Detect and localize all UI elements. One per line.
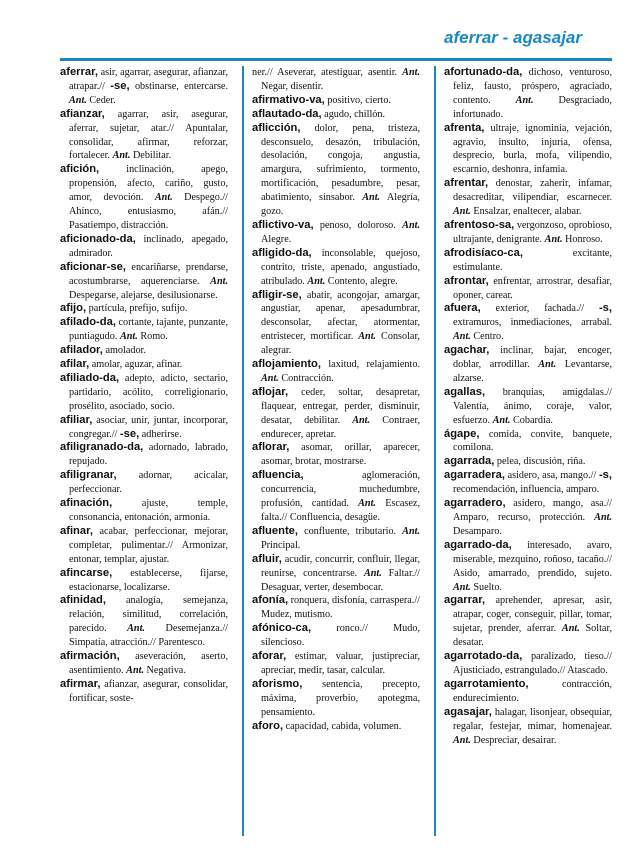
definition-text: sentencia, precepto, máxima, proverbio, apotegma, pensamiento. bbox=[261, 678, 420, 718]
dictionary-entry bbox=[252, 525, 420, 553]
headword: ágape, bbox=[444, 427, 480, 440]
antonym-label: Ant. bbox=[402, 525, 420, 537]
definition-text: vergonzoso, oprobioso, ultrajante, denigrante. bbox=[453, 219, 612, 245]
header-rule bbox=[60, 58, 612, 61]
headword: afianzar, bbox=[60, 107, 105, 120]
dictionary-entry bbox=[444, 275, 612, 303]
definition-text: Desgraciado, infortunado. bbox=[453, 94, 612, 120]
antonym-label: Ant. bbox=[154, 192, 173, 204]
headword: aflojamiento, bbox=[252, 358, 321, 371]
headword: aforo, bbox=[252, 719, 284, 732]
definition-text: adornar, acicalar, perfeccionar. bbox=[69, 470, 228, 496]
headword: afirmación, bbox=[60, 650, 120, 663]
definition-text: Ceder. bbox=[86, 94, 116, 106]
definition-text: ultraje, ignominia, vejación, agravio, insulto, injuria, ofensa, desprecio, burla, mofa, vilipendio, escarnio, deshonra, infamia. bbox=[453, 122, 612, 176]
definition-text: asociar, unir, juntar, incorporar, congregar.// bbox=[69, 414, 228, 440]
definition-text: Consolar, alegrar. bbox=[261, 331, 420, 357]
definition-text: dolor, pena, tristeza, desconsuelo, desazón, tribulación, desolación, congoja, angustia, amargura, sufrimiento, tormento, mortificación, pesadumbre, pesar, abatimiento, sinsabor. bbox=[261, 122, 420, 204]
page-header: aferrar - agasajar bbox=[444, 28, 582, 47]
definition-text: abatir, acongojar, amargar, angustiar, apenar, apesadumbrar, desconsolar, afectar, atormentar, entristecer, mortificar. bbox=[261, 289, 420, 343]
headword: afrentar, bbox=[444, 177, 489, 190]
dictionary-entry bbox=[60, 163, 228, 233]
headword: agasajar, bbox=[444, 705, 492, 718]
definition-text: Despego.// Ahínco, entusiasmo, afán.// Pasatiempo, distracción. bbox=[69, 192, 228, 231]
definition-text: penoso, doloroso. bbox=[313, 219, 403, 231]
definition-text: inclinación, apego, propensión, afecto, cariño, gusto, amor, devoción. bbox=[69, 164, 228, 204]
dictionary-entry bbox=[252, 358, 420, 386]
dictionary-entry bbox=[252, 94, 420, 108]
definition-text: positivo, cierto. bbox=[324, 94, 391, 106]
headword: afrenta, bbox=[444, 121, 485, 134]
headword: afonía, bbox=[252, 594, 289, 607]
definition-text: contracción, endurecimiento. bbox=[453, 678, 612, 704]
dictionary-entry bbox=[252, 622, 420, 650]
headword: agarrado-da, bbox=[444, 538, 512, 551]
definition-text: analogía, semejanza, relación, similitud, correlación, parecido. bbox=[69, 595, 228, 635]
antonym-label: Ant. bbox=[210, 275, 228, 287]
definition-text: extramuros, inmediaciones, arrabal. bbox=[453, 317, 612, 329]
headword: afluencia, bbox=[252, 469, 304, 482]
definition-text: inclinar, bajar, encoger, doblar, arrodillar. bbox=[453, 345, 612, 371]
antonym-label: Ant. bbox=[69, 94, 87, 106]
definition-text: ronco.// Mudo, silencioso. bbox=[261, 623, 420, 649]
antonym-label: Ant. bbox=[402, 67, 420, 78]
dictionary-entry bbox=[252, 247, 420, 289]
headword: afluente, bbox=[252, 524, 299, 537]
dictionary-entry bbox=[444, 66, 612, 122]
definition-text: estimar, valuar, justipreciar, apreciar, medir, tasar, calcular. bbox=[261, 651, 420, 676]
antonym-label: Ant. bbox=[119, 331, 138, 343]
definition-text: Contraer, endurecer, apretar. bbox=[261, 414, 420, 440]
antonym-label: Ant. bbox=[453, 206, 471, 218]
headword: afrodisíaco-ca, bbox=[444, 246, 523, 259]
definition-text: afianzar, asegurar, consolidar, fortificar, soste- bbox=[69, 678, 228, 704]
headword: -s, bbox=[598, 469, 612, 482]
definition-text: aglomeración, concurrencia, muchedumbre, profusión, cantidad. bbox=[261, 470, 420, 510]
antonym-label: Ant. bbox=[127, 623, 145, 635]
headword: afiligranar, bbox=[60, 469, 117, 482]
definition-text: Suelto. bbox=[470, 581, 502, 593]
headword: afijo, bbox=[60, 302, 87, 315]
dictionary-entry bbox=[444, 497, 612, 539]
headword: afortunado-da, bbox=[444, 66, 523, 78]
definition-text: Romo. bbox=[137, 331, 168, 343]
headword: afición, bbox=[60, 163, 100, 176]
antonym-label: Ant. bbox=[358, 498, 376, 510]
definition-text: asomar, orillar, aparecer, asomar, brotar, mostrarse. bbox=[261, 442, 420, 468]
headword: agarrar, bbox=[444, 594, 486, 607]
antonym-label: Ant. bbox=[352, 414, 371, 426]
dictionary-entry bbox=[252, 219, 420, 247]
antonym-label: Ant. bbox=[126, 664, 144, 676]
headword: afligido-da, bbox=[252, 246, 312, 259]
antonym-label: Ant. bbox=[363, 567, 382, 579]
definition-text: Desamparo. bbox=[453, 525, 502, 537]
definition-text: Desemejanza.// Simpatía, atracción.// Parentesco. bbox=[69, 623, 228, 649]
headword: afligir-se, bbox=[252, 288, 302, 301]
dictionary-columns bbox=[60, 66, 612, 836]
antonym-label: Ant. bbox=[561, 623, 580, 635]
dictionary-entry bbox=[60, 316, 228, 344]
headword: afirmativo-va, bbox=[252, 93, 325, 106]
definition-text: Contento, alegre. bbox=[325, 275, 398, 287]
headword: aflojar, bbox=[252, 385, 289, 398]
dictionary-entry bbox=[444, 469, 612, 497]
definition-text: Alegría, gozo. bbox=[261, 192, 420, 218]
definition-text: amolar, aguzar, afinar. bbox=[89, 359, 183, 371]
definition-text: excitante, estimulante. bbox=[453, 247, 612, 273]
dictionary-entry bbox=[60, 441, 228, 469]
definition-text: Contracción. bbox=[278, 372, 334, 384]
column-2 bbox=[252, 66, 420, 836]
headword: afinación, bbox=[60, 497, 113, 510]
headword: aficionar-se, bbox=[60, 260, 126, 273]
dictionary-entry bbox=[252, 650, 420, 678]
antonym-label: Ant. bbox=[544, 233, 563, 245]
definition-text: denostar, zaherir, infamar, desacreditar, vilipendiar, escarnecer. bbox=[453, 178, 612, 204]
dictionary-entry bbox=[444, 428, 612, 456]
dictionary-entry bbox=[444, 650, 612, 678]
definition-text: Cobardía. bbox=[510, 414, 553, 426]
antonym-label: Ant. bbox=[453, 331, 471, 343]
dictionary-entry bbox=[60, 233, 228, 261]
headword: agarrada, bbox=[444, 455, 495, 468]
definition-text: pelea, discusión, riña. bbox=[494, 456, 586, 468]
dictionary-entry bbox=[252, 66, 420, 94]
dictionary-entry bbox=[252, 594, 420, 622]
dictionary-entry bbox=[252, 469, 420, 525]
dictionary-entry bbox=[60, 469, 228, 497]
definition-text: Debilitar. bbox=[130, 150, 172, 162]
definition-text: amolador. bbox=[102, 345, 146, 357]
dictionary-entry bbox=[60, 66, 228, 108]
dictionary-entry bbox=[252, 122, 420, 219]
dictionary-entry bbox=[444, 122, 612, 178]
dictionary-entry bbox=[60, 108, 228, 164]
definition-text: establecerse, fijarse, estacionarse, localizarse. bbox=[69, 567, 228, 593]
headword: afilado-da, bbox=[60, 316, 116, 329]
dictionary-entry bbox=[252, 678, 420, 720]
antonym-label: Ant. bbox=[402, 219, 420, 231]
definition-text: asidero, mango, asa.// Amparo, recurso, protección. bbox=[453, 498, 612, 523]
headword: afluir, bbox=[252, 552, 282, 565]
antonym-label: Ant. bbox=[594, 512, 612, 523]
headword: aforar, bbox=[252, 650, 287, 663]
headword: afónico-ca, bbox=[252, 622, 312, 635]
column-1 bbox=[60, 66, 228, 836]
column-divider bbox=[242, 66, 244, 836]
definition-text: ronquera, disfonía, carraspera.// Mudez, mutismo. bbox=[261, 595, 420, 621]
definition-text: ajuste, temple, consonancia, entonación, armonía. bbox=[69, 498, 228, 523]
antonym-label: Ant. bbox=[261, 372, 279, 384]
headword: afiliar, bbox=[60, 413, 93, 426]
definition-text: Soltar, desatar. bbox=[453, 623, 612, 649]
antonym-label: Ant. bbox=[492, 414, 511, 426]
antonym-label: Ant. bbox=[362, 192, 381, 204]
definition-text: cortante, tajante, punzante, puntiagudo. bbox=[69, 317, 228, 343]
headword: -s, bbox=[598, 302, 612, 315]
dictionary-entry bbox=[60, 344, 228, 358]
definition-text: asidero, asa, mango.// bbox=[504, 470, 599, 482]
headword: afilador, bbox=[60, 344, 103, 357]
dictionary-entry bbox=[444, 539, 612, 595]
definition-text: ner.// Aseverar, atestiguar, asentir. bbox=[252, 67, 403, 78]
dictionary-entry bbox=[444, 706, 612, 748]
definition-text: recomendación, influencia, amparo. bbox=[453, 484, 600, 496]
definition-text: Negar, disentir. bbox=[261, 80, 324, 92]
dictionary-entry bbox=[60, 525, 228, 567]
definition-text: Honroso. bbox=[562, 233, 603, 245]
headword: aficionado-da, bbox=[60, 232, 136, 245]
definition-text: encariñarse, prendarse, acostumbrarse, aquerenciarse. bbox=[69, 261, 228, 287]
headword: agarrotamiento, bbox=[444, 677, 529, 690]
definition-text: Ensalzar, enaltecer, alabar. bbox=[470, 206, 582, 218]
dictionary-entry bbox=[252, 553, 420, 595]
antonym-label: Ant. bbox=[515, 94, 534, 106]
definition-text: Despreciar, desairar. bbox=[470, 734, 557, 746]
headword: agallas, bbox=[444, 385, 486, 398]
definition-text: paralizado, tieso.// Ajusticiado, estrangulado.// Atascado. bbox=[453, 651, 612, 676]
definition-text: acudir, concurrir, confluir, llegar, reunirse, concentrarse. bbox=[261, 553, 420, 579]
definition-text: adepto, adicto, sectario, partidario, acólito, correligionario, prosélito, asociado, socio. bbox=[69, 372, 228, 412]
dictionary-entry bbox=[444, 344, 612, 386]
definition-text: Alegre. bbox=[261, 233, 292, 245]
definition-text: dichoso, venturoso, feliz, fausto, próspero, agraciado, contento. bbox=[453, 67, 612, 106]
headword: aforismo, bbox=[252, 677, 303, 690]
definition-text: aprehender, apresar, asir, atrapar, coger, conseguir, pillar, tomar, sujetar, prender, aferrar. bbox=[453, 595, 612, 635]
antonym-label: Ant. bbox=[453, 734, 471, 746]
headword: afirmar, bbox=[60, 677, 101, 690]
headword: agarradero, bbox=[444, 497, 506, 510]
headword: agarrotado-da, bbox=[444, 650, 523, 663]
dictionary-entry bbox=[60, 678, 228, 706]
definition-text: inconsolable, quejoso, contrito, triste, apenado, angustiado, atribulado. bbox=[261, 247, 420, 287]
headword: aflautado-da, bbox=[252, 107, 322, 120]
definition-text: adornado, labrado, repujado. bbox=[69, 442, 228, 468]
definition-text: confluente, tributario. bbox=[298, 525, 403, 537]
definition-text: agudo, chillón. bbox=[321, 108, 386, 120]
dictionary-entry bbox=[252, 441, 420, 469]
dictionary-entry bbox=[444, 678, 612, 706]
definition-text: Negativa. bbox=[144, 664, 186, 676]
dictionary-entry bbox=[60, 261, 228, 303]
headword: -se, bbox=[110, 79, 130, 92]
headword: -se, bbox=[119, 427, 140, 440]
dictionary-entry bbox=[252, 720, 420, 734]
definition-text: acabar, perfeccionar, mejorar, completar, pulimentar.// Armonizar, entonar, templar, ajustar. bbox=[69, 525, 228, 565]
headword: aflicción, bbox=[252, 121, 301, 134]
dictionary-entry bbox=[252, 108, 420, 122]
definition-text: asir, agarrar, asegurar, afianzar, atrapar.// bbox=[69, 67, 228, 92]
headword: aflictivo-va, bbox=[252, 218, 314, 231]
headword: afiligranado-da, bbox=[60, 441, 144, 454]
headword: afinar, bbox=[60, 524, 93, 537]
definition-text: interesado, avaro, miserable, mezquino, roñoso, tacaño.// Asido, amarrado, prendido, sujeto. bbox=[453, 539, 612, 579]
definition-text: ceder, soltar, desapretar, flaquear, entregar, perder, disminuir, desatar, debilitar. bbox=[261, 386, 420, 426]
definition-text: comida, convite, banquete, comilona. bbox=[453, 428, 612, 454]
headword: afuera, bbox=[444, 302, 481, 315]
definition-text: branquias, amígdalas.// Valentía, ánimo, coraje, valor, esfuerzo. bbox=[453, 386, 612, 426]
definition-text: Centro. bbox=[470, 331, 504, 343]
headword: afinidad, bbox=[60, 594, 106, 607]
dictionary-entry bbox=[444, 177, 612, 219]
definition-text: enfrentar, arrostrar, desafiar, oponer, carear. bbox=[453, 275, 612, 301]
definition-text: Levantarse, alzarse. bbox=[453, 359, 612, 384]
definition-text: aseveración, aserto, asentimiento. bbox=[69, 651, 228, 676]
definition-text: inclinado, apegado, admirador. bbox=[69, 233, 228, 259]
definition-text: halagar, lisonjear, obsequiar, regalar, festejar, mimar, homenajear. bbox=[453, 706, 612, 732]
definition-text: agarrar, asir, asegurar, aferrar, sujetar, atar.// Apuntalar, consolidar, afirmar, reforzar, fortalecer. bbox=[69, 108, 228, 162]
dictionary-entry bbox=[60, 302, 228, 316]
dictionary-entry bbox=[60, 650, 228, 678]
definition-text: exterior, fachada.// bbox=[480, 303, 599, 315]
definition-text: partícula, prefijo, sufijo. bbox=[86, 303, 188, 315]
dictionary-entry bbox=[444, 247, 612, 275]
dictionary-entry bbox=[252, 289, 420, 359]
headword: afrentoso-sa, bbox=[444, 218, 515, 231]
column-divider bbox=[434, 66, 436, 836]
dictionary-entry bbox=[444, 219, 612, 247]
definition-text: Principal. bbox=[261, 539, 301, 551]
definition-text: Despegarse, alejarse, desilusionarse. bbox=[69, 289, 218, 301]
antonym-label: Ant. bbox=[358, 331, 377, 343]
headword: aferrar, bbox=[60, 66, 98, 78]
headword: afilar, bbox=[60, 358, 90, 371]
dictionary-entry bbox=[60, 497, 228, 525]
definition-text: capacidad, cabida, volumen. bbox=[283, 720, 402, 732]
definition-text: Escasez, falta.// Confluencia, desagüe. bbox=[261, 498, 420, 523]
dictionary-entry bbox=[60, 372, 228, 414]
antonym-label: Ant. bbox=[307, 275, 326, 287]
antonym-label: Ant. bbox=[538, 359, 557, 371]
headword: aflorar, bbox=[252, 441, 290, 454]
definition-text: Faltar.// Desaguar, verter, desembocar. bbox=[261, 567, 420, 593]
headword: afincarse, bbox=[60, 566, 113, 579]
dictionary-entry bbox=[444, 386, 612, 428]
headword: agarradera, bbox=[444, 469, 505, 482]
definition-text: laxitud, relajamiento. bbox=[321, 359, 420, 371]
dictionary-entry bbox=[60, 594, 228, 650]
dictionary-entry bbox=[252, 386, 420, 442]
antonym-label: Ant. bbox=[453, 581, 471, 593]
dictionary-entry bbox=[444, 594, 612, 650]
definition-text: obstinarse, entercarse. bbox=[129, 80, 228, 92]
column-3 bbox=[444, 66, 612, 836]
dictionary-entry bbox=[60, 414, 228, 442]
dictionary-entry bbox=[60, 358, 228, 372]
dictionary-entry bbox=[444, 302, 612, 344]
headword: afiliado-da, bbox=[60, 371, 120, 384]
dictionary-entry bbox=[60, 567, 228, 595]
headword: afrontar, bbox=[444, 274, 489, 287]
antonym-label: Ant. bbox=[112, 150, 131, 162]
definition-text: adherirse. bbox=[139, 428, 182, 440]
dictionary-entry bbox=[444, 455, 612, 469]
headword: agachar, bbox=[444, 344, 490, 357]
